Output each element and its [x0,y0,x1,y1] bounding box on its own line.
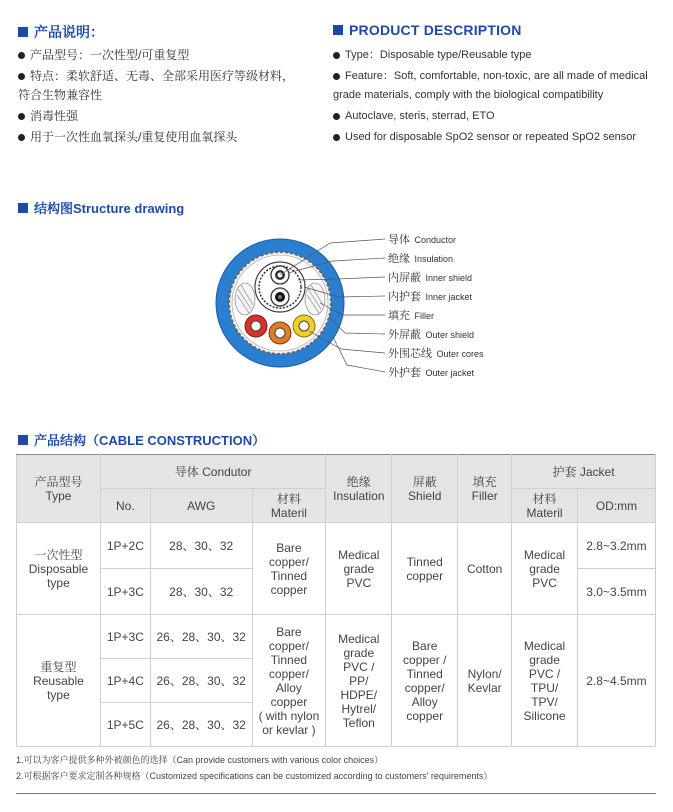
list-item: Feature：Soft, comfortable, non-toxic, are all made of medical grade materials, comply with the biological compatibility [333,67,668,105]
desc-en-title: PRODUCT DESCRIPTION [333,22,522,38]
header-jacket: 护套 Jacket [512,455,656,489]
cell-awg: 26、28、30、32 [150,659,252,703]
cable-construction-table [16,454,656,747]
header-shield: 屏蔽 Shield [392,455,458,523]
header-insulation: 绝缘 Insulation [326,455,392,523]
note-1: 1.可以为客户提供多种外被颜色的选择（Can provide customers with various color choices） [16,755,384,765]
cell-insulation: Medical grade PVC [326,523,392,615]
cell-filler: Nylon/ Kevlar [458,615,512,747]
label-inner-shield: 内屏蔽 Inner shield [388,272,472,284]
cell-no: 1P+5C [100,703,150,747]
table-row [17,523,656,569]
label-conductor: 导体 Conductor [388,234,456,246]
type-reusable: 重复型 Reusable type [17,615,101,747]
cable-construction-title: 产品结构（CABLE CONSTRUCTION） [18,430,265,449]
cell-no: 1P+3C [100,569,150,615]
list-item: Autoclave, steris, sterrad, ETO [333,107,668,126]
header-type: 产品型号 Type [17,455,101,523]
square-bullet-icon [18,27,28,37]
cell-shield: Tinned copper [392,523,458,615]
desc-cn-list [18,46,318,149]
label-outer-jacket: 外护套 Outer jacket [388,367,474,379]
header-awg: AWG [150,489,252,523]
desc-en-list [333,46,668,149]
type-disposable: 一次性型 Disposable type [17,523,101,615]
note-2: 2.可根据客户要求定制各种规格（Customized specifications can be customized according to customers' requirements） [16,771,493,781]
table-row [17,615,656,659]
cell-no: 1P+3C [100,615,150,659]
header-conductor: 导体 Condutor [100,455,325,489]
structure-title: 结构图Structure drawing [18,198,184,217]
cell-awg: 28、30、32 [150,569,252,615]
list-item: 特点：柔软舒适、无毒、全部采用医疗等级材料， 符合生物兼容性 [18,67,318,105]
list-item: Used for disposable SpO2 sensor or repeated SpO2 sensor [333,128,668,147]
label-insulation: 绝缘 Insulation [388,253,453,265]
cell-jacket-materil: Medical grade PVC [512,523,578,615]
header-no: No. [100,489,150,523]
label-outer-shield: 外屏蔽 Outer shield [388,329,474,341]
notes [16,752,492,784]
cell-filler: Cotton [458,523,512,615]
list-item: Type：Disposable type/Reusable type [333,46,668,65]
header-jacket-materil: 材料 Materil [512,489,578,523]
desc-cn-title: 产品说明： [18,22,104,42]
square-bullet-icon [333,25,343,35]
cable-cross-section-diagram [205,225,535,385]
cell-conductor-materil: Bare copper/ Tinned copper/ Alloy copper ( with nylon or kevlar ) [252,615,326,747]
cell-insulation: Medical grade PVC / PP/ HDPE/ Hytrel/ Teflon [326,615,392,747]
cell-od: 2.8~3.2mm [577,523,655,569]
square-bullet-icon [18,435,28,445]
list-item: 产品型号：一次性型/可重复型 [18,46,318,65]
cell-awg: 26、28、30、32 [150,703,252,747]
cell-conductor-materil: Bare copper/ Tinned copper [252,523,326,615]
header-od: OD:mm [577,489,655,523]
cell-od: 3.0~3.5mm [577,569,655,615]
cell-no: 1P+2C [100,523,150,569]
label-inner-jacket: 内护套 Inner jacket [388,291,472,303]
cell-shield: Bare copper / Tinned copper/ Alloy copper [392,615,458,747]
label-outer-cores: 外围芯线 Outer cores [388,348,484,360]
cell-jacket-materil: Medical grade PVC / TPU/ TPV/ Silicone [512,615,578,747]
square-bullet-icon [18,203,28,213]
cell-no: 1P+4C [100,659,150,703]
label-filler: 填充 Filler [388,310,434,322]
cell-awg: 26、28、30、32 [150,615,252,659]
cell-od: 2.8~4.5mm [577,615,655,747]
header-filler: 填充 Filler [458,455,512,523]
list-item: 用于一次性血氧探头/重复使用血氧探头 [18,128,318,147]
header-conductor-materil: 材料 Materil [252,489,326,523]
list-item: 消毒性强 [18,107,318,126]
divider [16,793,656,794]
cell-awg: 28、30、32 [150,523,252,569]
